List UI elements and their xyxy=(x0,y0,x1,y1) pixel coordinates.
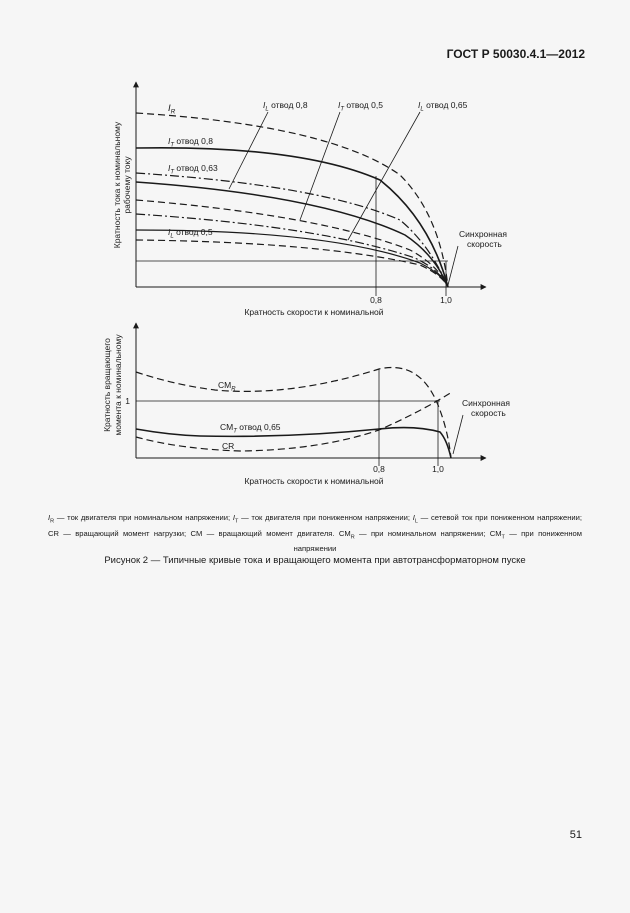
pointer-il065 xyxy=(348,112,420,240)
legend-text: — при номинальном напряжении; CM xyxy=(354,528,502,538)
curve-extra xyxy=(136,230,448,287)
label-ir: $I_R$ xyxy=(168,103,176,116)
bottom-chart xyxy=(102,323,510,486)
bottom-ylabel-2: момента к номинальному xyxy=(113,334,123,436)
legend-text: I xyxy=(48,513,51,522)
sync-label-top-1: Синхронная xyxy=(459,229,508,239)
bottom-ytick-1: 1 xyxy=(125,396,130,406)
sync-label-bottom-2: скорость xyxy=(471,408,506,418)
legend-subscript: R xyxy=(350,534,355,541)
figure-legend xyxy=(48,512,582,555)
top-ylabel-1: Кратность тока к номинальному xyxy=(112,121,122,249)
legend-text: — ток двигателя при пониженном напряжении; xyxy=(238,513,413,522)
legend-text: — ток двигателя при номинальном напряжении; xyxy=(54,513,233,522)
sync-label-top-2: скорость xyxy=(467,239,502,249)
legend-subscript: T xyxy=(234,518,239,525)
label-cmr: $CM_R$ xyxy=(218,380,236,393)
bottom-xlabel: Кратность скорости к номинальной xyxy=(244,476,384,486)
label-it05: $I_T$ отвод 0,5 xyxy=(338,100,383,113)
legend-subscript: R xyxy=(50,518,55,525)
legend-text: I xyxy=(232,513,235,522)
label-il065: $I_L$ отвод 0,65 xyxy=(418,100,468,113)
label-cr: CR xyxy=(222,441,235,451)
pointer-sync-bottom xyxy=(453,415,463,454)
label-il05: $I_L$ отвод 0,5 xyxy=(168,227,213,240)
sync-label-bottom-1: Синхронная xyxy=(462,398,511,408)
figure-caption: Рисунок 2 — Типичные кривые тока и вращающего момента при автотрансформаторном пуске xyxy=(104,555,526,566)
top-tick-08: 0,8 xyxy=(370,295,382,305)
curve-cmt xyxy=(136,428,451,458)
top-xlabel: Кратность скорости к номинальной xyxy=(244,307,384,317)
top-chart xyxy=(112,82,507,317)
top-ylabel-2: рабочему току xyxy=(122,156,132,214)
bottom-tick-10: 1,0 xyxy=(432,464,444,474)
legend-text: I xyxy=(412,513,415,522)
bottom-tick-08: 0,8 xyxy=(373,464,385,474)
page-number: 51 xyxy=(569,829,582,841)
legend-subscript: T xyxy=(501,534,505,541)
pointer-sync-top xyxy=(448,246,458,285)
curve-cmr xyxy=(136,368,451,459)
label-il08: $I_L$ отвод 0,8 xyxy=(263,100,308,113)
label-it063: $I_T$ отвод 0,63 xyxy=(168,163,218,176)
top-tick-10: 1,0 xyxy=(440,295,452,305)
label-it08: $I_T$ отвод 0,8 xyxy=(168,136,213,149)
label-cmt: $CM_T$ отвод 0,65 xyxy=(220,422,281,435)
pointer-it05 xyxy=(300,112,340,220)
curve-it05 xyxy=(136,214,448,287)
document-header: ГОСТ Р 50030.4.1—2012 xyxy=(446,47,585,61)
bottom-ylabel-1: Кратность вращающего xyxy=(102,338,112,432)
legend-text: — при пониженном напряжении xyxy=(293,528,582,554)
legend-text: — сетевой ток при пониженном напряжении; CR — вращающий момент нагрузки; CM — вращающий момент двигателя. CM xyxy=(48,513,582,538)
curve-il065 xyxy=(136,200,448,287)
legend-subscript: L xyxy=(414,518,418,525)
